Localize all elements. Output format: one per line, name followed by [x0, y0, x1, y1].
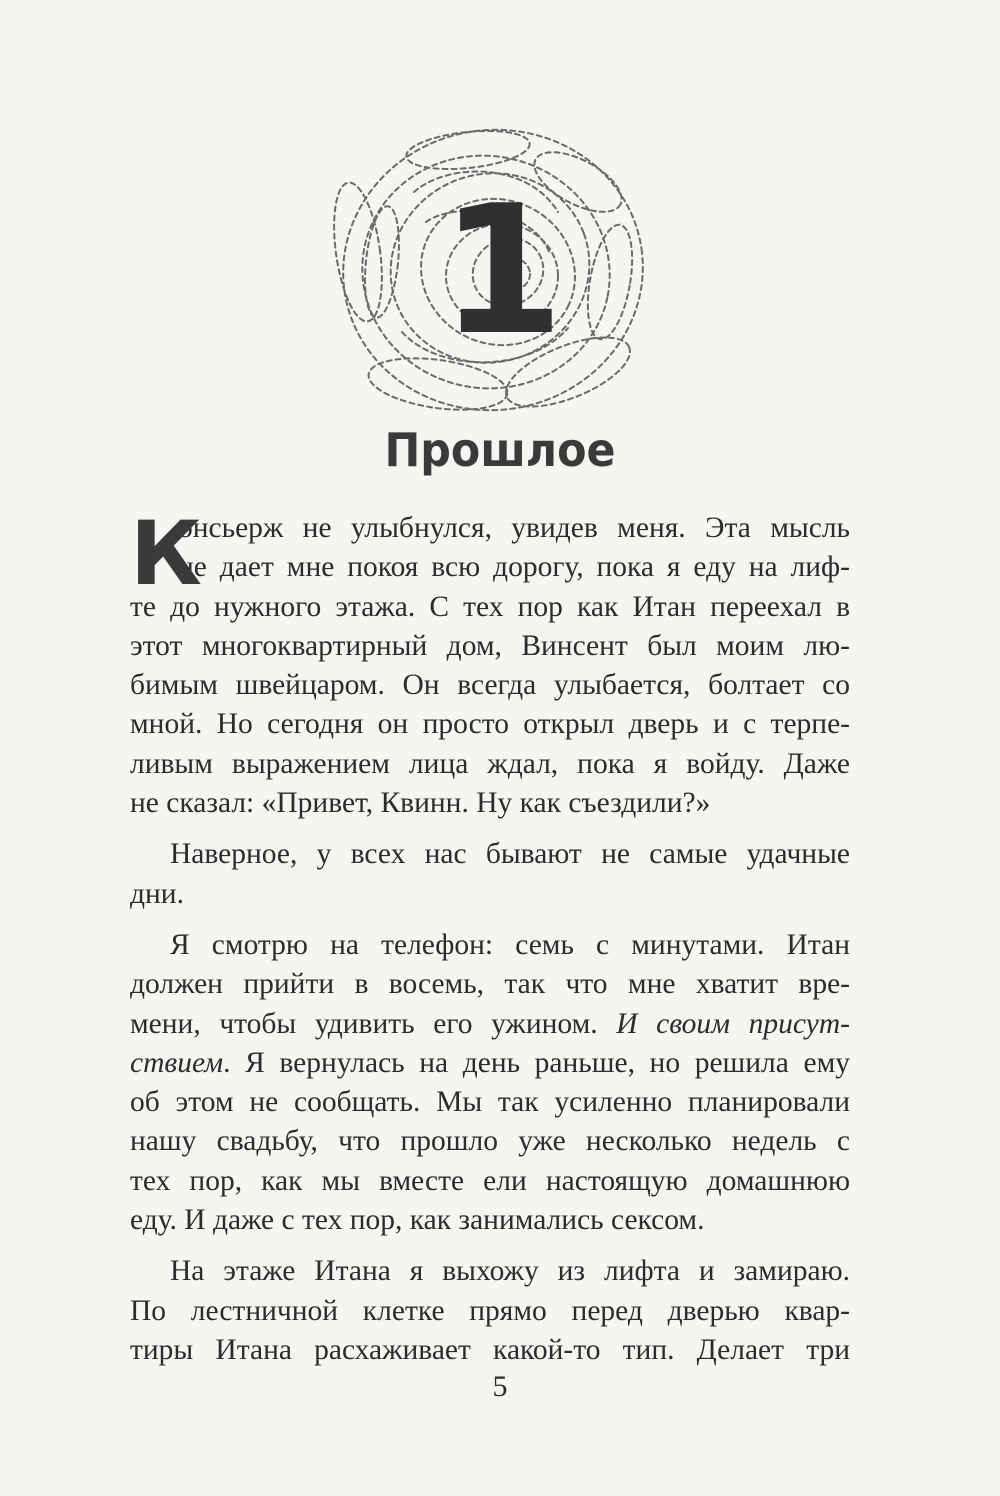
text-line: дни. — [130, 877, 184, 910]
text-line — [130, 1005, 850, 1044]
page-number: 5 — [492, 1370, 508, 1403]
chapter-body — [130, 502, 850, 1370]
text-line: не дает мне покоя всю дорогу, пока я еду на лиф- — [178, 551, 850, 584]
chapter-number: 1 — [440, 167, 560, 374]
text-line: мной. Но сегодня он просто открыл дверь и с терпе- — [130, 708, 850, 741]
text-line: тех пор, как мы вместе ели настоящую домашнюю — [130, 1164, 850, 1197]
text-line: этот многоквартирный дом, Винсент был моим лю- — [130, 629, 850, 662]
paragraph-gap — [130, 1240, 850, 1252]
text-line: не сказал: «Привет, Квинн. Ну как съездили?» — [130, 787, 711, 820]
text-line: те до нужного этажа. С тех пор как Итан переехал в — [130, 590, 850, 623]
text-line: ливым выражением лица ждал, пока я войду. Даже — [130, 747, 850, 780]
text-line: онсьерж не улыбнулся, увидев меня. Эта мысль — [178, 512, 850, 544]
paragraph-gap — [130, 914, 850, 926]
text-line: По лестничной клетке прямо перед дверью квар- — [130, 1294, 850, 1327]
text-line: Наверное, у всех нас бывают не самые удачные — [170, 838, 850, 871]
drop-cap: К — [130, 502, 202, 605]
text-line: должен прийти в восемь, так что мне хватит вре- — [130, 968, 850, 1001]
chapter-title: Прошлое — [384, 423, 616, 477]
text-run: . Я вернулась на день раньше, но решила ему — [223, 1046, 850, 1079]
text-line: еду. И даже с тех пор, как занимались сексом. — [130, 1204, 705, 1237]
italic-phrase: ствием — [130, 1046, 224, 1079]
text-line: Я смотрю на телефон: семь с минутами. Итан — [170, 928, 850, 961]
text-line: На этаже Итана я выхожу из лифта и замираю. — [170, 1255, 850, 1288]
text-line: бимым швейцаром. Он всегда улыбается, болтает со — [130, 669, 850, 702]
text-line: нашу свадьбу, что прошло уже несколько недель с — [130, 1125, 850, 1158]
text-line: тиры Итана расхаживает какой-то тип. Делает три — [130, 1333, 850, 1366]
italic-phrase: И своим присут- — [616, 1007, 850, 1040]
text-run: мени, чтобы удивить его ужином. — [130, 1007, 617, 1040]
paragraph-gap — [130, 823, 850, 835]
text-line: об этом не сообщать. Мы так усиленно планировали — [130, 1086, 850, 1119]
text-line — [130, 1044, 850, 1083]
